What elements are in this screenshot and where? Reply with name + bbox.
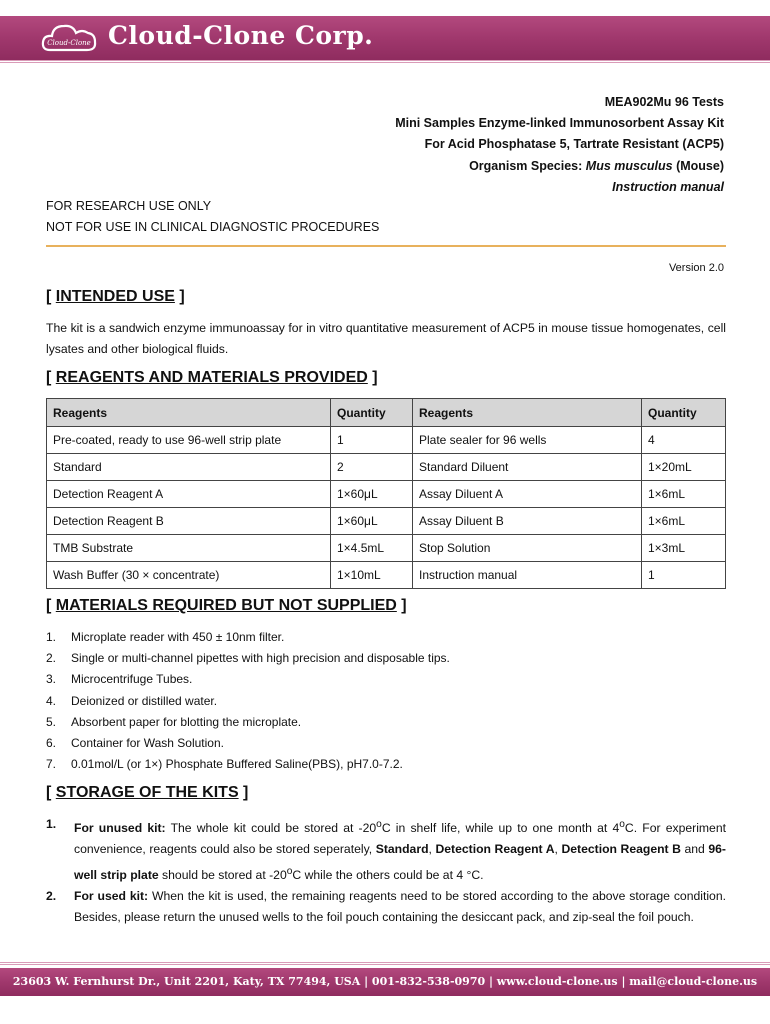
table-cell: Instruction manual (413, 562, 642, 589)
table-row (47, 535, 726, 562)
storage-text: , (428, 842, 436, 857)
list-number: 1. (46, 630, 57, 644)
list-number: 4. (46, 693, 57, 708)
table-cell: 1×6mL (642, 481, 726, 508)
table-row (47, 508, 726, 535)
table-cell: Standard (47, 454, 331, 481)
list-item (46, 627, 450, 648)
table-cell: Detection Reagent B (47, 508, 331, 535)
storage-item-used (46, 886, 726, 929)
usage-notice (46, 196, 379, 238)
storage-text: C while the others could be at 4 °C. (292, 867, 484, 882)
degree-sup: o (286, 865, 293, 877)
logo-small-text: Cloud-Clone (47, 39, 91, 47)
reagents-table (46, 398, 726, 589)
cloud-logo-icon (40, 20, 100, 54)
table-header-cell: Quantity (642, 399, 726, 427)
list-number: 2. (46, 651, 57, 666)
manual-label: Instruction manual (612, 179, 724, 194)
divider (46, 245, 726, 247)
storage-text: and (680, 842, 709, 857)
table-cell: Pre-coated, ready to use 96-well strip plate (47, 427, 331, 454)
list-item-text: Deionized or distilled water. (71, 693, 218, 708)
table-cell: 1 (331, 427, 413, 454)
storage-text: should be stored at -20 (158, 867, 287, 882)
storage-list (46, 814, 726, 929)
degree-sup: o (376, 819, 382, 830)
list-item (46, 648, 450, 669)
list-item-text: Absorbent paper for blotting the microplate. (71, 714, 302, 729)
list-item-text: Microcentrifuge Tubes. (71, 672, 193, 687)
footer-band (0, 968, 770, 996)
list-number: 1. (46, 817, 57, 831)
section-title-intended-use: [ INTENDED USE ] (46, 288, 185, 305)
document-titles (395, 92, 724, 198)
organism-prefix: Organism Species: (469, 158, 586, 173)
list-item (46, 691, 450, 712)
table-cell: Plate sealer for 96 wells (413, 427, 642, 454)
table-cell: Standard Diluent (413, 454, 642, 481)
required-materials-list (46, 627, 450, 775)
table-cell: 1×60μL (331, 481, 413, 508)
table-header-cell: Reagents (47, 399, 331, 427)
section-title-text: REAGENTS AND MATERIALS PROVIDED (55, 369, 368, 386)
table-header-row (47, 399, 726, 427)
list-item-text: Single or multi-channel pipettes with high precision and disposable tips. (71, 651, 450, 666)
list-item (46, 669, 450, 690)
table-header-cell: Reagents (413, 399, 642, 427)
table-header-cell: Quantity (331, 399, 413, 427)
organism-line (395, 156, 724, 177)
catalog-line: MEA902Mu 96 Tests (604, 95, 724, 109)
section-title-required: [ MATERIALS REQUIRED BUT NOT SUPPLIED ] (46, 597, 407, 614)
table-row (47, 427, 726, 454)
storage-bold: Detection Reagent A (435, 842, 555, 857)
footer-contact: 23603 W. Fernhurst Dr., Unit 2201, Katy, TX 77494, USA | 001-832-538-0970 | www.cloud-clone.us | mail@cloud-clone.us (12, 975, 758, 988)
table-cell: 2 (331, 454, 413, 481)
degree-sup: o (619, 819, 625, 830)
table-cell: 1 (642, 562, 726, 589)
storage-text: When the kit is used, the remaining reagents need to be stored according to the above storage condition. Besides, please return the unused wells to the foil pouch containing the desiccant pack, and zip-seal the foil pouch. (74, 889, 726, 925)
list-number: 6. (46, 736, 57, 751)
footer-lines (0, 962, 770, 966)
table-cell: 1×20mL (642, 454, 726, 481)
table-row (47, 454, 726, 481)
list-number: 3. (46, 672, 57, 687)
storage-item-unused (46, 814, 726, 886)
table-cell: 1×6mL (642, 508, 726, 535)
list-item (46, 712, 450, 733)
notice-line-2: NOT FOR USE IN CLINICAL DIAGNOSTIC PROCEDURES (46, 220, 380, 234)
organism-species: Mus musculus (585, 158, 673, 173)
section-title-storage: [ STORAGE OF THE KITS ] (46, 784, 249, 801)
list-item (46, 754, 450, 775)
table-cell: 1×60μL (331, 508, 413, 535)
storage-label: For used kit: (74, 889, 149, 904)
list-item (46, 733, 450, 754)
list-number: 5. (46, 714, 57, 729)
table-cell: 1×10mL (331, 562, 413, 589)
storage-text: , (554, 842, 562, 857)
table-row (47, 481, 726, 508)
section-title-text: MATERIALS REQUIRED BUT NOT SUPPLIED (55, 597, 397, 614)
table-cell: 4 (642, 427, 726, 454)
table-cell: Wash Buffer (30 × concentrate) (47, 562, 331, 589)
table-cell: Assay Diluent A (413, 481, 642, 508)
target-line: For Acid Phosphatase 5, Tartrate Resistant (ACP5) (424, 137, 724, 152)
table-cell: Detection Reagent A (47, 481, 331, 508)
list-number: 7. (46, 757, 57, 772)
storage-bold: 96-well strip plate (74, 842, 726, 882)
list-number: 2. (46, 889, 57, 904)
storage-text: C in shelf life, while up to one month at 4 (381, 821, 620, 836)
table-cell: Stop Solution (413, 535, 642, 562)
table-row (47, 562, 726, 589)
table-cell: TMB Substrate (47, 535, 331, 562)
list-item-text: 0.01mol/L (or 1×) Phosphate Buffered Saline(PBS), pH7.0-7.2. (71, 757, 403, 772)
section-title-text: STORAGE OF THE KITS (55, 784, 239, 801)
section-title-text: INTENDED USE (55, 288, 175, 305)
storage-text: The whole kit could be stored at -20 (165, 821, 377, 836)
storage-text: C. For experiment convenience, reagents could also be stored seperately, (74, 821, 727, 857)
notice-line-1: FOR RESEARCH USE ONLY (46, 199, 212, 213)
intended-use-text: The kit is a sandwich enzyme immunoassay for in vitro quantitative measurement of ACP5 in mouse tissue homogenates, cell lysates and other biological fluids. (46, 321, 726, 356)
version-label: Version 2.0 (668, 262, 724, 274)
list-item-text: Container for Wash Solution. (71, 736, 224, 751)
header-band (0, 16, 770, 60)
table-cell: Assay Diluent B (413, 508, 642, 535)
header-lines (0, 60, 770, 64)
list-item-text: Microplate reader with 450 ± 10nm filter. (71, 630, 285, 644)
storage-label: For unused kit: (74, 821, 166, 836)
kit-name-line: Mini Samples Enzyme-linked Immunosorbent Assay Kit (395, 116, 724, 131)
table-cell: 1×3mL (642, 535, 726, 562)
section-title-reagents: [ REAGENTS AND MATERIALS PROVIDED ] (46, 369, 378, 386)
table-cell: 1×4.5mL (331, 535, 413, 562)
storage-bold: Detection Reagent B (561, 842, 681, 857)
company-name: Cloud-Clone Corp. (108, 21, 374, 50)
organism-suffix: (Mouse) (672, 158, 724, 173)
storage-bold: Standard (375, 842, 429, 857)
